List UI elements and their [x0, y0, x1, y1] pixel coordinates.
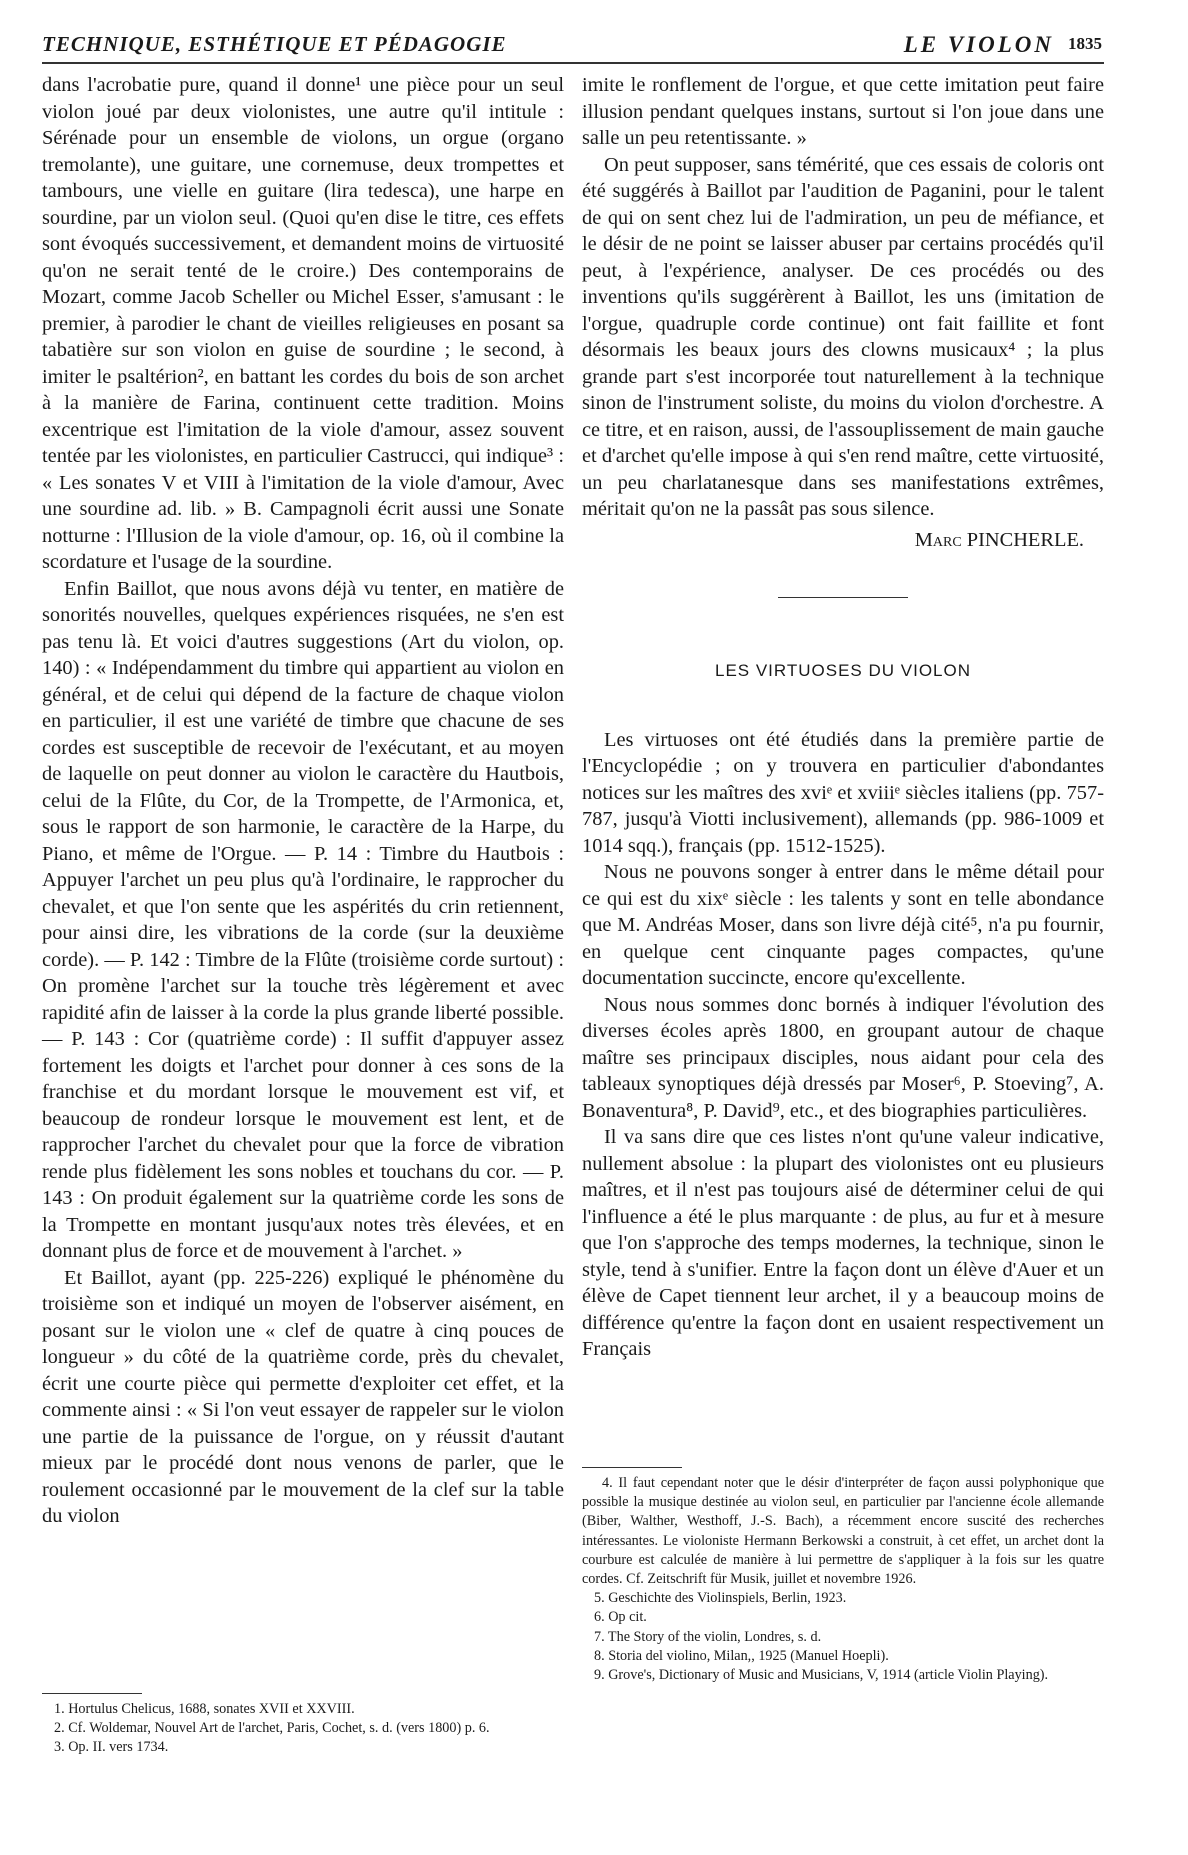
- footnote: 4. Il faut cependant noter que le désir d'interpréter de façon aussi polyphonique que possible la musique destinée au violon seul, en particulier par l'ancienne école allemande (Biber, Walther, Westhoff, J.-S. Bach), a récemment encore suscité des recherches intéressantes. Le violoniste Hermann Berkowski a construit, à cet effet, un archet dont la courbure est calculée de manière à lui permettre de s'appliquer à la fois sur les quatre cordes. Cf. Zeitschrift für Musik, juillet et novembre 1926.: [582, 1475, 1104, 1588]
- right-column: [582, 72, 1104, 1363]
- footnote: 1. Hortulus Chelicus, 1688, sonates XVII et XXVIII.: [54, 1701, 355, 1717]
- author-signature: Marc PINCHERLE.: [914, 528, 1084, 551]
- page-number: 1835: [1068, 34, 1102, 53]
- body-paragraph: Il va sans dire que ces listes n'ont qu'une valeur indicative, nullement absolue : la plupart des violonistes ont eu plusieurs maîtres, et il n'est pas toujours aisé de déterminer celui de qui l'influence a été le plus marquante : de plus, au fur et à mesure que l'on s'approche des temps modernes, la technique, sinon le style, tend à s'unifier. Entre la façon dont un élève d'Auer et un élève de Capet tiennent leur archet, il y a beaucoup moins de différence qu'entre la façon dont en usaient respectivement un Français: [582, 1126, 1104, 1360]
- footnote: 7. The Story of the violin, Londres, s. d.: [594, 1628, 822, 1645]
- section-separator: [778, 597, 908, 598]
- footnote: 8. Storia del violino, Milan,, 1925 (Manuel Hoepli).: [594, 1647, 889, 1664]
- footnote: 9. Grove's, Dictionary of Music and Musicians, V, 1914 (article Violin Playing).: [594, 1667, 1049, 1684]
- footnote: 6. Op cit.: [594, 1609, 647, 1626]
- footnote-rule: [582, 1467, 682, 1468]
- body-paragraph: imite le ronflement de l'orgue, et que cette imitation peut faire illusion pendant quelques instans, surtout si l'on joue dans une salle un peu retentissante. »: [582, 74, 1104, 149]
- footnote: 3. Op. II. vers 1734.: [54, 1739, 169, 1756]
- header-rule: [42, 62, 1104, 64]
- header-book-title: LE VIOLON: [903, 32, 1054, 57]
- footnote: 2. Cf. Woldemar, Nouvel Art de l'archet, Paris, Cochet, s. d. (vers 1800) p. 6.: [54, 1720, 490, 1737]
- body-paragraph: Les virtuoses ont été étudiés dans la première partie de l'Encyclopédie ; on y trouvera en particulier d'abondantes notices sur les maîtres des xviᵉ et xviiiᵉ siècles italiens (pp. 757-787, jusqu'à Viotti inclusivement), allemands (pp. 986-1009 et 1014 sqq.), français (pp. 1512-1525).: [582, 728, 1104, 857]
- left-column: [42, 72, 564, 1530]
- body-paragraph: Enfin Baillot, que nous avons déjà vu tenter, en matière de sonorités nouvelles, quelques expériences risquées, ne s'en est pas tenu là. Et voici d'autres suggestions (Art du violon, op. 140) : « Indépendamment du timbre qui appartient au violon en général, et de celui qui dépend de la facture de chaque violon en particulier, il est une variété de timbre que chacune de ses cordes est susceptible de recevoir de l'exécutant, et au moyen de laquelle on peut donner au violon le caractère du Hautbois, celui de la Flûte, du Cor, de la Trompette, de l'Armonica, et, sous le rapport de son harmonie, le caractère de la Harpe, du Piano, et même de l'Orgue. — P. 14 : Timbre du Hautbois : Appuyer l'archet un peu plus qu'à l'ordinaire, le rapprocher du chevalet, et que l'on sente que les aspérités du crin retiennent, pour ainsi dire, les vibrations de la corde (sur la deuxième corde). — P. 142 : Timbre de la Flûte (troisième corde surtout) : On promène l'archet sur la touche très légèrement et avec rapidité afin de laisser à la corde la plus grande liberté possible. — P. 143 : Cor (quatrième corde) : Il suffit d'appuyer assez fortement les doigts et l'archet pour donner à ces sons de la franchise et du mordant lorsque le mouvement est vif, et beaucoup de rondeur lorsque le mouvement est lent, et de rapprocher l'archet du chevalet pour que la force de vibration rende plus fidèlement les sons nobles et touchans du cor. — P. 143 : On produit également sur la quatrième corde les sons de la Trompette en montant jusqu'aux notes très élevées, et en donnant plus de force et de mouvement à l'archet. »: [42, 577, 564, 1262]
- body-paragraph: Nous ne pouvons songer à entrer dans le même détail pour ce qui est du xixᵉ siècle : les talents y sont en telle abondance que M. Andréas Moser, dans son livre déjà cité⁵, n'a pu fournir, en quelque cent cinquante pages compactes, qu'une documentation succincte, encore qu'excellente.: [582, 861, 1104, 989]
- footnote: 5. Geschichte des Violinspiels, Berlin, 1923.: [594, 1590, 847, 1607]
- running-header: [42, 32, 1102, 62]
- footnotes-right: [582, 1474, 1104, 1685]
- body-paragraph: dans l'acrobatie pure, quand il donne¹ une pièce pour un seul violon joué par deux violonistes, une autre qu'il intitule : Sérénade pour un ensemble de violons, un orgue (organo tremolante), une guitare, une cornemuse, deux trompettes et tambours, une vielle en guitare (lira tedesca), une harpe en sourdine, par un violon seul. (Quoi qu'en dise le titre, ces effets sont évoqués successivement, et demandent moins de virtuosité qu'on ne serait tenté de le croire.) Des contemporains de Mozart, comme Jacob Scheller ou Michel Esser, s'amusant : le premier, à parodier le chant de vieilles religieuses en posant sa tabatière sur son violon en guise de sourdine ; le second, à imiter le psaltérion², en battant les cordes du bois de son archet à la manière de Farina, continuent cette tradition. Moins excentrique est l'imitation de la viole d'amour, assez souvent tentée par les violonistes, en particulier Castrucci, qui indique³ : « Les sonates V et VIII à l'imitation de la viole d'amour, Avec une sourdine ad. lib. » B. Campagnoli écrit aussi une Sonate notturne : l'Illusion de la viole d'amour, op. 16, où il combine la scordature et l'usage de la sourdine.: [42, 74, 564, 573]
- body-paragraph: Et Baillot, ayant (pp. 225-226) expliqué le phénomène du troisième son et indiqué un moyen de l'observer aisément, en posant sur le violon une « clef de quatre à cinq pouces de longueur » du côté de la quatrième corde, près du chevalet, écrit une courte pièce qui permette d'exploiter cet effet, et la commente ainsi : « Si l'on veut essayer de rappeler sur le violon une partie de la puissance de l'orgue, on y réussit d'autant mieux par le procédé dont nous venons de parler, que le roulement occasionné par le mouvement de la clef sur la table du violon: [42, 1266, 564, 1527]
- section-heading: LES VIRTUOSES DU VIOLON: [714, 661, 972, 680]
- footnotes-left: [42, 1700, 564, 1758]
- footnote-rule: [42, 1693, 142, 1694]
- body-paragraph: Nous nous sommes donc bornés à indiquer l'évolution des diverses écoles après 1800, en groupant autour de chaque maître ses principaux disciples, nous aidant pour cela des tableaux synoptiques déjà dressés par Moser⁶, P. Stoeving⁷, A. Bonaventura⁸, P. David⁹, etc., et des biographies particulières.: [582, 993, 1104, 1122]
- body-paragraph: On peut supposer, sans témérité, que ces essais de coloris ont été suggérés à Baillot par l'audition de Paganini, pour le talent de qui on sent chez lui de l'admiration, un peu de méfiance, et le désir de ne point se laisser abuser par certains procédés qu'il peut, à l'expérience, analyser. De ces procédés ou des inventions qu'ils suggérèrent à Baillot, les uns (imitation de l'orgue, quadruple corde continue) ont fait faillite et font désormais les beaux jours des clowns musicaux⁴ ; la plus grande part s'est incorporée tout naturellement à la technique sinon de l'instrument soliste, du moins du violon d'orchestre. A ce titre, et en raison, aussi, de l'assouplissement de main gauche et d'archet qu'elle impose à qui s'en rend maître, cette virtuosité, un peu charlatanesque dans ses manifestations extrêmes, méritait qu'on ne la passât pas sous silence.: [582, 153, 1104, 520]
- header-section-title: TECHNIQUE, ESTHÉTIQUE ET PÉDAGOGIE: [42, 32, 507, 56]
